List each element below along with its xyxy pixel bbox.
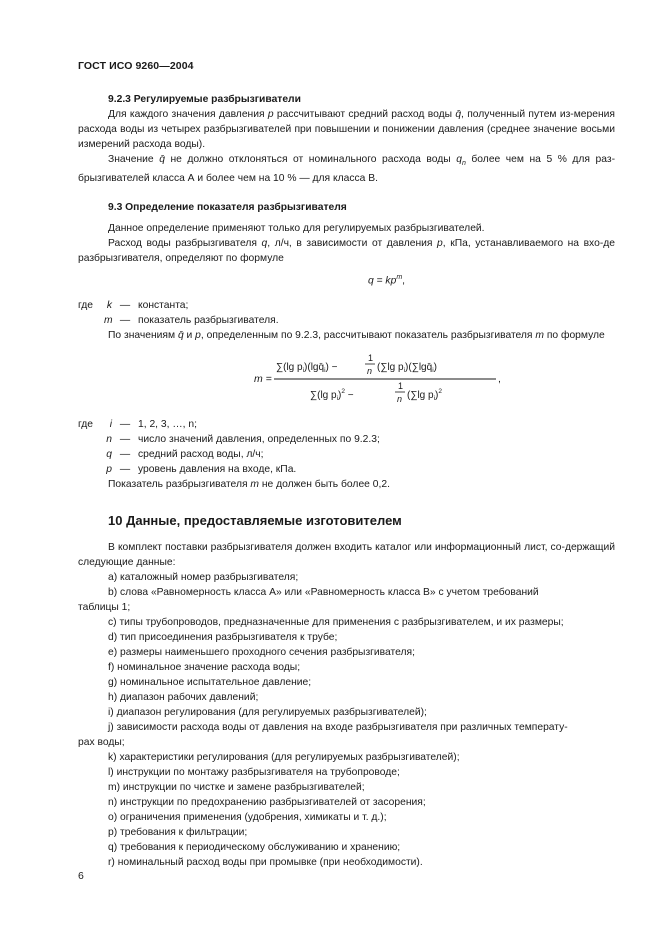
section-10-title: 10 Данные, предоставляемые изготовителем <box>108 513 402 529</box>
formula-exponent <box>78 343 615 411</box>
section-9-3-paragraph-2: Расход воды разбрызгивателя q, л/ч, в зависимости от давления p, кПа, устанавливаемого на вхо-де разбрызгивателя, определяют по формуле <box>78 238 615 265</box>
numerator-part-1: ∑(lg $p_i)(\lg q̄_i)$ − <box>276 362 338 375</box>
list-item: j) зависимости расхода воды от давления на входе разбрызгивателя при различных температу- <box>108 722 568 734</box>
formula-lhs: m = <box>254 373 272 386</box>
formula-comma: , <box>498 373 501 386</box>
list-item: m) инструкции по чистке и замене разбрызгивателей; <box>108 782 365 794</box>
list-item: e) размеры наименьшего проходного сечения разбрызгивателя; <box>108 647 415 659</box>
section-10-intro: В комплект поставки разбрызгивателя должен входить каталог или информационный лист, со-держащий следующие данные: <box>78 542 615 569</box>
where-item: где i — 1, 2, 3, …, n; <box>78 419 197 431</box>
where-item: n — число значений давления, определенных по 9.2.3; <box>106 434 380 446</box>
denominator-frac-1: 1 <box>398 381 404 392</box>
list-item: g) номинальное испытательное давление; <box>108 677 312 689</box>
list-item: i) диапазон регулирования (для регулируемых разбрызгивателей); <box>108 707 427 719</box>
page-number: 6 <box>78 870 84 882</box>
list-item: b) слова «Равномерность класса А» или «Равномерность класса В» с учетом требований <box>108 587 539 599</box>
where-list-2 <box>78 417 615 477</box>
list-item: o) ограничения применения (удобрения, химикаты и т. д.); <box>108 812 387 824</box>
list-item: k) характеристики регулирования (для регулируемых разбрызгивателей); <box>108 752 460 764</box>
denominator-part-2: (∑lg $p_i)^2$ <box>407 388 443 403</box>
list-item: h) диапазон рабочих давлений; <box>108 692 259 704</box>
formula-exponent-svg <box>78 343 615 411</box>
list-item: n) инструкции по предохранению разбрызгивателей от засорения; <box>108 797 426 809</box>
where-item: q — средний расход воды, л/ч; <box>106 449 264 461</box>
numerator-frac-n: n <box>367 366 373 377</box>
list-item: q) требования к периодическому обслуживанию и хранению; <box>108 842 401 854</box>
where-list-1 <box>78 298 615 328</box>
list-item: c) типы трубопроводов, предназначенные для применения с разбрызгивателем, и их размеры; <box>108 617 564 629</box>
section-9-3-paragraph-1: Данное определение применяют только для регулируемых разбрызгивателей. <box>108 223 485 235</box>
formula-flow-rate: $q = kp^m$, <box>367 274 406 287</box>
list-item: f) номинальное значение расхода воды; <box>108 662 301 674</box>
page-header: ГОСТ ИСО 9260—2004 <box>78 60 194 72</box>
section-9-3-paragraph-3: По значениям q̄ и p, определенным по 9.2.3, рассчитывают показатель разбрызгивателя m по формуле <box>108 330 605 342</box>
list-item-continuation: рах воды; <box>78 737 125 749</box>
section-9-2-3-paragraph-2: Значение q̄ не должно отклоняться от номинального расхода воды $q_n$ более чем на 5 % для раз-брызгивателей класса А и более чем на 10 % — для класса В. <box>78 154 616 185</box>
numerator-part-2: (∑lg $p_i)(\sum\lg q̄_i)$ <box>377 362 437 375</box>
section-9-2-3-paragraph-1: Для каждого значения давления p рассчитывают средний расход воды q̄, полученный путем из-мерения расхода воды из четырех разбрызгивателей при повышении и понижении давления (среднее значение восьми измерений расхода воды). <box>78 109 615 150</box>
denominator-frac-n: n <box>397 394 403 405</box>
where-item: где k — константа; <box>78 300 189 312</box>
denominator-part-1: ∑(lg $p_i)^2$ − <box>310 388 354 403</box>
where-item: p — уровень давления на входе, кПа. <box>106 464 297 476</box>
list-item: p) требования к фильтрации; <box>108 827 248 839</box>
list-item: r) номинальный расход воды при промывке (при необходимости). <box>108 857 423 869</box>
page-content <box>78 92 615 870</box>
where-item: m — показатель разбрызгивателя. <box>104 315 279 327</box>
numerator-frac-1: 1 <box>368 353 374 364</box>
list-item: a) каталожный номер разбрызгивателя; <box>108 572 299 584</box>
list-item-continuation: таблицы 1; <box>78 602 131 614</box>
section-9-3-title: 9.3 Определение показателя разбрызгивателя <box>108 202 347 214</box>
list-item: l) инструкции по монтажу разбрызгивателя на трубопроводе; <box>108 767 400 779</box>
section-9-3-paragraph-4: Показатель разбрызгивателя m не должен быть более 0,2. <box>108 479 390 491</box>
list-item: d) тип присоединения разбрызгивателя к трубе; <box>108 632 338 644</box>
section-9-2-3-title: 9.2.3 Регулируемые разбрызгиватели <box>108 94 301 105</box>
